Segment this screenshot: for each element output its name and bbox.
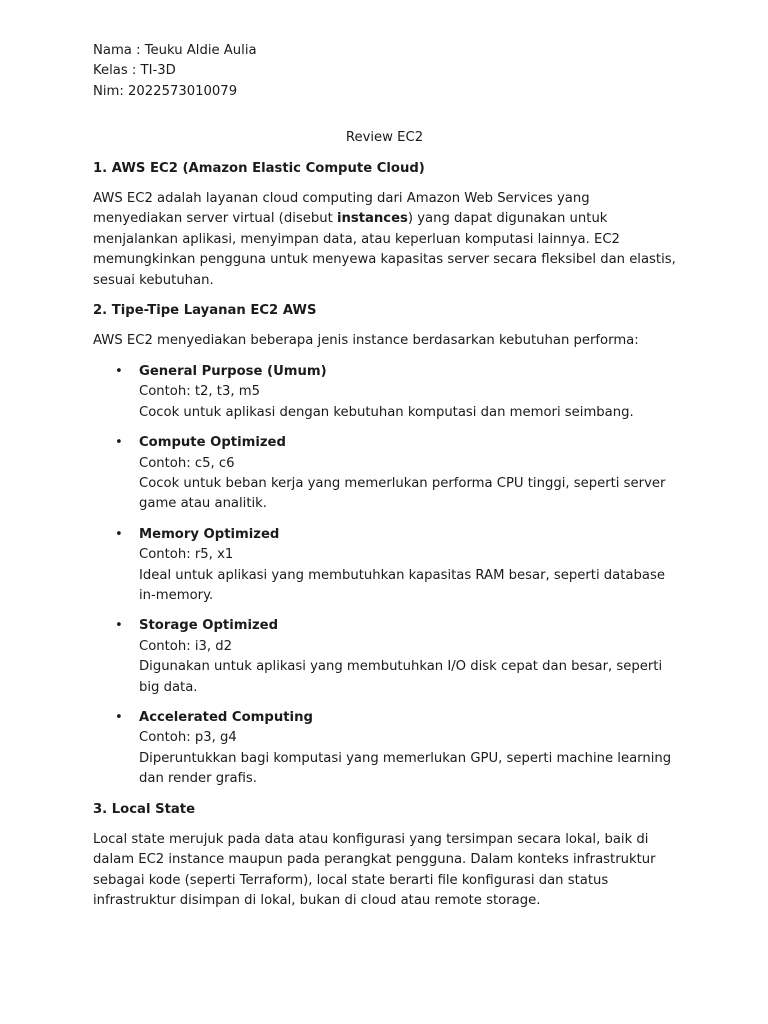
section-2-intro: AWS EC2 menyediakan beberapa jenis instance berdasarkan kebutuhan performa: (93, 333, 639, 349)
student-name: Nama : Teuku Aldie Aulia (93, 43, 257, 58)
list-item (115, 708, 676, 790)
type-example: Contoh: t2, t3, m5 (139, 384, 260, 400)
list-item (115, 362, 676, 423)
type-description: Cocok untuk beban kerja yang memerlukan performa CPU tinggi, seperti server game atau analitik. (139, 475, 666, 512)
instance-type-list (93, 362, 676, 790)
list-item (115, 616, 676, 698)
student-class: Kelas : TI-3D (93, 63, 176, 79)
type-description: Diperuntukkan bagi komputasi yang memerlukan GPU, seperti machine learning dan render grafis. (139, 750, 672, 787)
document-title: Review EC2 (345, 130, 424, 146)
list-item (115, 525, 676, 607)
bullet-icon: • (115, 618, 123, 634)
student-nim: Nim: 2022573010079 (93, 83, 238, 99)
type-description: Ideal untuk aplikasi yang membutuhkan kapasitas RAM besar, seperti database in-memory. (139, 567, 665, 603)
bullet-icon: • (115, 363, 123, 379)
type-example: Contoh: c5, c6 (139, 455, 235, 471)
bullet-icon: • (115, 526, 123, 542)
type-name: Accelerated Computing (139, 709, 313, 725)
bullet-icon: • (115, 435, 123, 451)
type-name: Storage Optimized (139, 618, 279, 634)
list-item (115, 433, 676, 515)
section-3-heading: 3. Local State (93, 801, 196, 817)
type-description: Digunakan untuk aplikasi yang membutuhkan I/O disk cepat dan besar, seperti big data. (139, 659, 663, 695)
type-description: Cocok untuk aplikasi dengan kebutuhan komputasi dan memori seimbang. (139, 404, 634, 420)
section-3-paragraph: Local state merujuk pada data atau konfigurasi yang tersimpan secara lokal, baik di dalam EC2 instance maupun pada perangkat pengguna. Dalam konteks infrastruktur sebagai kode (seperti Terraform), local state berarti file konfigurasi dan status infrastruktur disimpan di lokal, bukan di cloud atau remote storage. (93, 832, 656, 909)
section-2-heading: 2. Tipe-Tipe Layanan EC2 AWS (93, 303, 317, 319)
type-example: Contoh: i3, d2 (139, 638, 233, 654)
type-name: General Purpose (Umum) (139, 363, 327, 379)
section-1-bold-term: instances (336, 211, 408, 227)
type-example: Contoh: p3, g4 (139, 730, 237, 746)
section-1-heading: 1. AWS EC2 (Amazon Elastic Compute Cloud) (93, 160, 425, 176)
bullet-icon: • (115, 709, 123, 725)
section-1-text-b: ) yang dapat digunakan untuk menjalankan aplikasi, menyimpan data, atau keperluan komputasi lainnya. EC2 memungkinkan pengguna untuk menyewa kapasitas server secara fleksibel dan elastis, sesuai kebutuhan. (93, 211, 676, 288)
section-1-paragraph (93, 189, 676, 291)
type-name: Compute Optimized (139, 435, 286, 451)
section-1-text-a: AWS EC2 adalah layanan cloud computing dari Amazon Web Services yang menyediakan server virtual (disebut (93, 191, 590, 227)
type-example: Contoh: r5, x1 (139, 547, 234, 563)
type-name: Memory Optimized (139, 526, 280, 542)
